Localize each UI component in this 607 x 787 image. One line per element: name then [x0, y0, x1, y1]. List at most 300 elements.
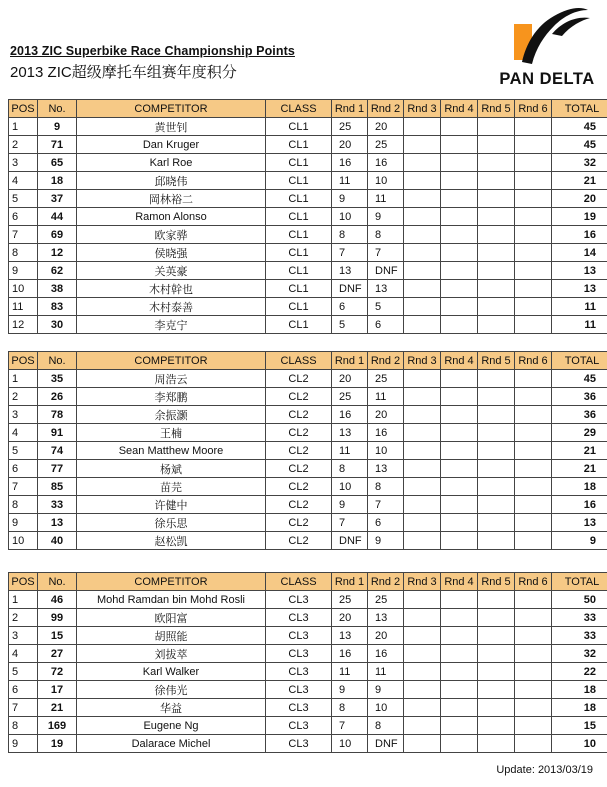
header-rnd6: Rnd 6	[515, 100, 552, 118]
cell-rnd6	[515, 406, 552, 424]
cell-rnd5	[478, 442, 515, 460]
title-chinese: 2013 ZIC超级摩托车组赛年度积分	[10, 64, 237, 81]
cell-rnd4	[441, 478, 478, 496]
header-no: No.	[38, 100, 77, 118]
cell-competitor: Ramon Alonso	[77, 208, 266, 226]
cell-rnd6	[515, 717, 552, 735]
cell-rnd4	[441, 118, 478, 136]
header-class: CLASS	[266, 100, 332, 118]
cell-rnd1: 9	[332, 190, 368, 208]
cell-competitor: Mohd Ramdan bin Mohd Rosli	[77, 591, 266, 609]
cell-rnd6	[515, 478, 552, 496]
table-row	[9, 280, 607, 298]
table-row	[9, 370, 607, 388]
cell-rnd1: DNF	[332, 532, 368, 550]
header-rnd1: Rnd 1	[332, 573, 368, 591]
header-class: CLASS	[266, 573, 332, 591]
cell-rnd4	[441, 172, 478, 190]
cell-rnd6	[515, 424, 552, 442]
cell-rnd4	[441, 460, 478, 478]
cell-rnd1: 7	[332, 514, 368, 532]
header-rnd4: Rnd 4	[441, 573, 478, 591]
cell-rnd4	[441, 406, 478, 424]
cell-pos: 2	[9, 136, 38, 154]
cell-rnd2: 10	[368, 172, 404, 190]
cell-rnd1: 16	[332, 406, 368, 424]
cell-rnd4	[441, 627, 478, 645]
cell-rnd4	[441, 244, 478, 262]
cell-pos: 1	[9, 370, 38, 388]
table-row	[9, 532, 607, 550]
cell-rnd1: 25	[332, 591, 368, 609]
cell-number: 12	[38, 244, 77, 262]
cell-rnd1: DNF	[332, 280, 368, 298]
cell-rnd3	[404, 316, 441, 334]
header-rnd5: Rnd 5	[478, 573, 515, 591]
header-no: No.	[38, 573, 77, 591]
cell-number: 38	[38, 280, 77, 298]
header-rnd2: Rnd 2	[368, 352, 404, 370]
cell-rnd6	[515, 244, 552, 262]
table-row	[9, 208, 607, 226]
results-table-cl3	[8, 572, 607, 753]
cell-pos: 5	[9, 663, 38, 681]
cell-rnd4	[441, 496, 478, 514]
cell-rnd2: 11	[368, 190, 404, 208]
cell-pos: 3	[9, 627, 38, 645]
table-row	[9, 388, 607, 406]
cell-rnd5	[478, 663, 515, 681]
cell-total: 14	[552, 244, 607, 262]
cell-number: 27	[38, 645, 77, 663]
cell-rnd1: 11	[332, 172, 368, 190]
cell-rnd4	[441, 154, 478, 172]
cell-rnd4	[441, 663, 478, 681]
cell-rnd2: 5	[368, 298, 404, 316]
cell-rnd6	[515, 735, 552, 753]
cell-total: 16	[552, 496, 607, 514]
cell-rnd4	[441, 591, 478, 609]
cell-rnd3	[404, 699, 441, 717]
cell-total: 13	[552, 280, 607, 298]
cell-rnd6	[515, 298, 552, 316]
cell-rnd2: DNF	[368, 262, 404, 280]
cell-number: 71	[38, 136, 77, 154]
header-rnd3: Rnd 3	[404, 573, 441, 591]
cell-rnd6	[515, 663, 552, 681]
cell-rnd5	[478, 298, 515, 316]
cell-number: 18	[38, 172, 77, 190]
cell-competitor: 欧家骅	[77, 226, 266, 244]
cell-total: 21	[552, 442, 607, 460]
header-rnd4: Rnd 4	[441, 352, 478, 370]
cell-rnd2: 11	[368, 663, 404, 681]
cell-class: CL3	[266, 699, 332, 717]
cell-rnd3	[404, 514, 441, 532]
cell-number: 69	[38, 226, 77, 244]
cell-class: CL3	[266, 591, 332, 609]
cell-number: 26	[38, 388, 77, 406]
cell-pos: 12	[9, 316, 38, 334]
cell-rnd1: 25	[332, 388, 368, 406]
cell-total: 16	[552, 226, 607, 244]
cell-class: CL2	[266, 370, 332, 388]
cell-rnd6	[515, 681, 552, 699]
cell-class: CL1	[266, 226, 332, 244]
cell-rnd6	[515, 226, 552, 244]
cell-class: CL2	[266, 532, 332, 550]
cell-rnd1: 10	[332, 208, 368, 226]
table-row	[9, 645, 607, 663]
cell-number: 35	[38, 370, 77, 388]
cell-rnd5	[478, 244, 515, 262]
cell-number: 33	[38, 496, 77, 514]
header-total: TOTAL	[552, 573, 607, 591]
cell-rnd2: 25	[368, 370, 404, 388]
cell-pos: 10	[9, 532, 38, 550]
cell-rnd5	[478, 609, 515, 627]
cell-rnd3	[404, 244, 441, 262]
cell-pos: 10	[9, 280, 38, 298]
cell-rnd4	[441, 298, 478, 316]
cell-rnd1: 20	[332, 609, 368, 627]
cell-rnd2: 9	[368, 532, 404, 550]
cell-competitor: 徐乐思	[77, 514, 266, 532]
cell-rnd5	[478, 735, 515, 753]
cell-pos: 7	[9, 226, 38, 244]
table-row	[9, 591, 607, 609]
cell-rnd4	[441, 280, 478, 298]
cell-competitor: 华益	[77, 699, 266, 717]
table-row	[9, 154, 607, 172]
header-competitor: COMPETITOR	[77, 573, 266, 591]
cell-rnd6	[515, 609, 552, 627]
cell-number: 30	[38, 316, 77, 334]
header-rnd3: Rnd 3	[404, 352, 441, 370]
cell-total: 11	[552, 316, 607, 334]
cell-rnd4	[441, 424, 478, 442]
cell-total: 20	[552, 190, 607, 208]
cell-rnd3	[404, 172, 441, 190]
cell-number: 15	[38, 627, 77, 645]
cell-number: 83	[38, 298, 77, 316]
cell-rnd5	[478, 316, 515, 334]
table-header-row	[9, 352, 607, 370]
cell-rnd3	[404, 609, 441, 627]
cell-number: 13	[38, 514, 77, 532]
cell-rnd3	[404, 370, 441, 388]
cell-pos: 6	[9, 681, 38, 699]
cell-rnd2: 7	[368, 496, 404, 514]
table-row	[9, 316, 607, 334]
cell-rnd5	[478, 645, 515, 663]
table-row	[9, 681, 607, 699]
cell-total: 45	[552, 370, 607, 388]
table-row	[9, 609, 607, 627]
cell-rnd5	[478, 514, 515, 532]
cell-class: CL1	[266, 154, 332, 172]
table-row	[9, 514, 607, 532]
header-competitor: COMPETITOR	[77, 352, 266, 370]
cell-class: CL2	[266, 442, 332, 460]
cell-rnd4	[441, 609, 478, 627]
cell-number: 19	[38, 735, 77, 753]
cell-rnd5	[478, 280, 515, 298]
cell-class: CL3	[266, 717, 332, 735]
cell-rnd1: 7	[332, 717, 368, 735]
cell-total: 32	[552, 645, 607, 663]
cell-rnd2: 20	[368, 406, 404, 424]
cell-pos: 6	[9, 208, 38, 226]
header-class: CLASS	[266, 352, 332, 370]
cell-rnd3	[404, 645, 441, 663]
cell-total: 36	[552, 406, 607, 424]
cell-rnd1: 16	[332, 645, 368, 663]
cell-rnd4	[441, 442, 478, 460]
cell-competitor: 杨斌	[77, 460, 266, 478]
cell-rnd4	[441, 316, 478, 334]
cell-total: 22	[552, 663, 607, 681]
header-rnd5: Rnd 5	[478, 100, 515, 118]
table-header-row	[9, 100, 607, 118]
header-rnd6: Rnd 6	[515, 352, 552, 370]
cell-rnd4	[441, 190, 478, 208]
cell-number: 40	[38, 532, 77, 550]
table-row	[9, 190, 607, 208]
cell-total: 45	[552, 118, 607, 136]
cell-rnd2: 20	[368, 627, 404, 645]
table-row	[9, 460, 607, 478]
cell-rnd4	[441, 645, 478, 663]
cell-rnd2: 25	[368, 136, 404, 154]
cell-rnd4	[441, 717, 478, 735]
table-header-row	[9, 573, 607, 591]
cell-rnd6	[515, 442, 552, 460]
cell-number: 85	[38, 478, 77, 496]
cell-rnd3	[404, 208, 441, 226]
cell-pos: 8	[9, 244, 38, 262]
table-row	[9, 172, 607, 190]
table-row	[9, 424, 607, 442]
cell-class: CL2	[266, 496, 332, 514]
cell-rnd6	[515, 316, 552, 334]
cell-number: 72	[38, 663, 77, 681]
cell-rnd3	[404, 496, 441, 514]
header-competitor: COMPETITOR	[77, 100, 266, 118]
cell-total: 18	[552, 699, 607, 717]
header-rnd3: Rnd 3	[404, 100, 441, 118]
cell-pos: 9	[9, 262, 38, 280]
cell-pos: 4	[9, 645, 38, 663]
cell-pos: 4	[9, 424, 38, 442]
cell-rnd4	[441, 388, 478, 406]
cell-rnd4	[441, 136, 478, 154]
cell-total: 11	[552, 298, 607, 316]
cell-rnd2: 7	[368, 244, 404, 262]
cell-class: CL2	[266, 514, 332, 532]
cell-rnd6	[515, 532, 552, 550]
cell-competitor: 徐伟光	[77, 681, 266, 699]
cell-rnd3	[404, 136, 441, 154]
cell-class: CL1	[266, 208, 332, 226]
cell-class: CL2	[266, 388, 332, 406]
cell-pos: 9	[9, 735, 38, 753]
header-total: TOTAL	[552, 100, 607, 118]
cell-rnd5	[478, 460, 515, 478]
cell-pos: 2	[9, 609, 38, 627]
cell-pos: 5	[9, 190, 38, 208]
cell-rnd3	[404, 298, 441, 316]
cell-class: CL2	[266, 478, 332, 496]
cell-rnd1: 16	[332, 154, 368, 172]
cell-rnd1: 8	[332, 226, 368, 244]
cell-number: 99	[38, 609, 77, 627]
cell-rnd1: 13	[332, 424, 368, 442]
cell-rnd1: 13	[332, 262, 368, 280]
cell-rnd2: 10	[368, 442, 404, 460]
cell-competitor: Karl Roe	[77, 154, 266, 172]
cell-class: CL3	[266, 681, 332, 699]
cell-number: 91	[38, 424, 77, 442]
cell-rnd3	[404, 735, 441, 753]
header-rnd2: Rnd 2	[368, 573, 404, 591]
results-table-cl2	[8, 351, 607, 550]
cell-competitor: Dan Kruger	[77, 136, 266, 154]
cell-pos: 8	[9, 717, 38, 735]
cell-total: 18	[552, 478, 607, 496]
cell-competitor: 周浩云	[77, 370, 266, 388]
cell-total: 19	[552, 208, 607, 226]
cell-class: CL2	[266, 460, 332, 478]
cell-rnd1: 9	[332, 496, 368, 514]
cell-rnd3	[404, 190, 441, 208]
cell-competitor: 许健中	[77, 496, 266, 514]
cell-rnd3	[404, 280, 441, 298]
cell-rnd2: 9	[368, 681, 404, 699]
cell-rnd2: 8	[368, 478, 404, 496]
cell-class: CL2	[266, 424, 332, 442]
cell-rnd3	[404, 532, 441, 550]
cell-class: CL1	[266, 262, 332, 280]
cell-pos: 4	[9, 172, 38, 190]
cell-rnd3	[404, 681, 441, 699]
cell-rnd4	[441, 681, 478, 699]
cell-rnd5	[478, 262, 515, 280]
cell-pos: 3	[9, 154, 38, 172]
cell-rnd6	[515, 280, 552, 298]
cell-rnd1: 5	[332, 316, 368, 334]
cell-competitor: 岡林裕二	[77, 190, 266, 208]
header-total: TOTAL	[552, 352, 607, 370]
cell-rnd6	[515, 591, 552, 609]
header-pos: POS	[9, 573, 38, 591]
cell-competitor: Eugene Ng	[77, 717, 266, 735]
cell-pos: 7	[9, 699, 38, 717]
cell-competitor: 欧阳富	[77, 609, 266, 627]
header-pos: POS	[9, 100, 38, 118]
cell-total: 32	[552, 154, 607, 172]
cell-rnd4	[441, 514, 478, 532]
cell-number: 17	[38, 681, 77, 699]
cell-rnd2: 6	[368, 316, 404, 334]
cell-class: CL1	[266, 316, 332, 334]
cell-number: 46	[38, 591, 77, 609]
cell-rnd1: 8	[332, 699, 368, 717]
table-row	[9, 442, 607, 460]
header-no: No.	[38, 352, 77, 370]
cell-rnd3	[404, 627, 441, 645]
table-row	[9, 663, 607, 681]
header-rnd1: Rnd 1	[332, 100, 368, 118]
table-row	[9, 496, 607, 514]
cell-class: CL3	[266, 735, 332, 753]
cell-competitor: 刘拔萃	[77, 645, 266, 663]
cell-competitor: 王楠	[77, 424, 266, 442]
cell-total: 21	[552, 460, 607, 478]
cell-rnd5	[478, 717, 515, 735]
cell-rnd1: 20	[332, 370, 368, 388]
cell-number: 169	[38, 717, 77, 735]
cell-rnd6	[515, 154, 552, 172]
cell-rnd5	[478, 226, 515, 244]
cell-rnd3	[404, 406, 441, 424]
title-english: 2013 ZIC Superbike Race Championship Points	[10, 44, 295, 58]
cell-number: 9	[38, 118, 77, 136]
logo-text: PAN DELTA	[499, 70, 595, 88]
cell-rnd1: 20	[332, 136, 368, 154]
cell-class: CL1	[266, 280, 332, 298]
cell-number: 65	[38, 154, 77, 172]
cell-competitor: Sean Matthew Moore	[77, 442, 266, 460]
cell-competitor: Karl Walker	[77, 663, 266, 681]
cell-pos: 9	[9, 514, 38, 532]
cell-rnd5	[478, 424, 515, 442]
cell-rnd6	[515, 514, 552, 532]
cell-rnd5	[478, 406, 515, 424]
cell-rnd5	[478, 370, 515, 388]
cell-total: 10	[552, 735, 607, 753]
header-rnd2: Rnd 2	[368, 100, 404, 118]
cell-rnd3	[404, 424, 441, 442]
cell-rnd5	[478, 532, 515, 550]
cell-rnd1: 6	[332, 298, 368, 316]
cell-rnd2: 8	[368, 717, 404, 735]
cell-rnd3	[404, 226, 441, 244]
cell-pos: 2	[9, 388, 38, 406]
table-row	[9, 262, 607, 280]
cell-total: 13	[552, 262, 607, 280]
cell-pos: 5	[9, 442, 38, 460]
cell-rnd1: 25	[332, 118, 368, 136]
cell-rnd2: 10	[368, 699, 404, 717]
table-row	[9, 699, 607, 717]
cell-rnd6	[515, 172, 552, 190]
cell-number: 74	[38, 442, 77, 460]
cell-rnd6	[515, 118, 552, 136]
cell-total: 9	[552, 532, 607, 550]
cell-rnd6	[515, 645, 552, 663]
cell-competitor: 李克宁	[77, 316, 266, 334]
cell-class: CL3	[266, 663, 332, 681]
cell-total: 36	[552, 388, 607, 406]
cell-class: CL1	[266, 298, 332, 316]
cell-rnd5	[478, 699, 515, 717]
cell-competitor: 邱晓伟	[77, 172, 266, 190]
cell-competitor: 苗芫	[77, 478, 266, 496]
cell-rnd4	[441, 208, 478, 226]
cell-rnd6	[515, 496, 552, 514]
cell-pos: 6	[9, 460, 38, 478]
